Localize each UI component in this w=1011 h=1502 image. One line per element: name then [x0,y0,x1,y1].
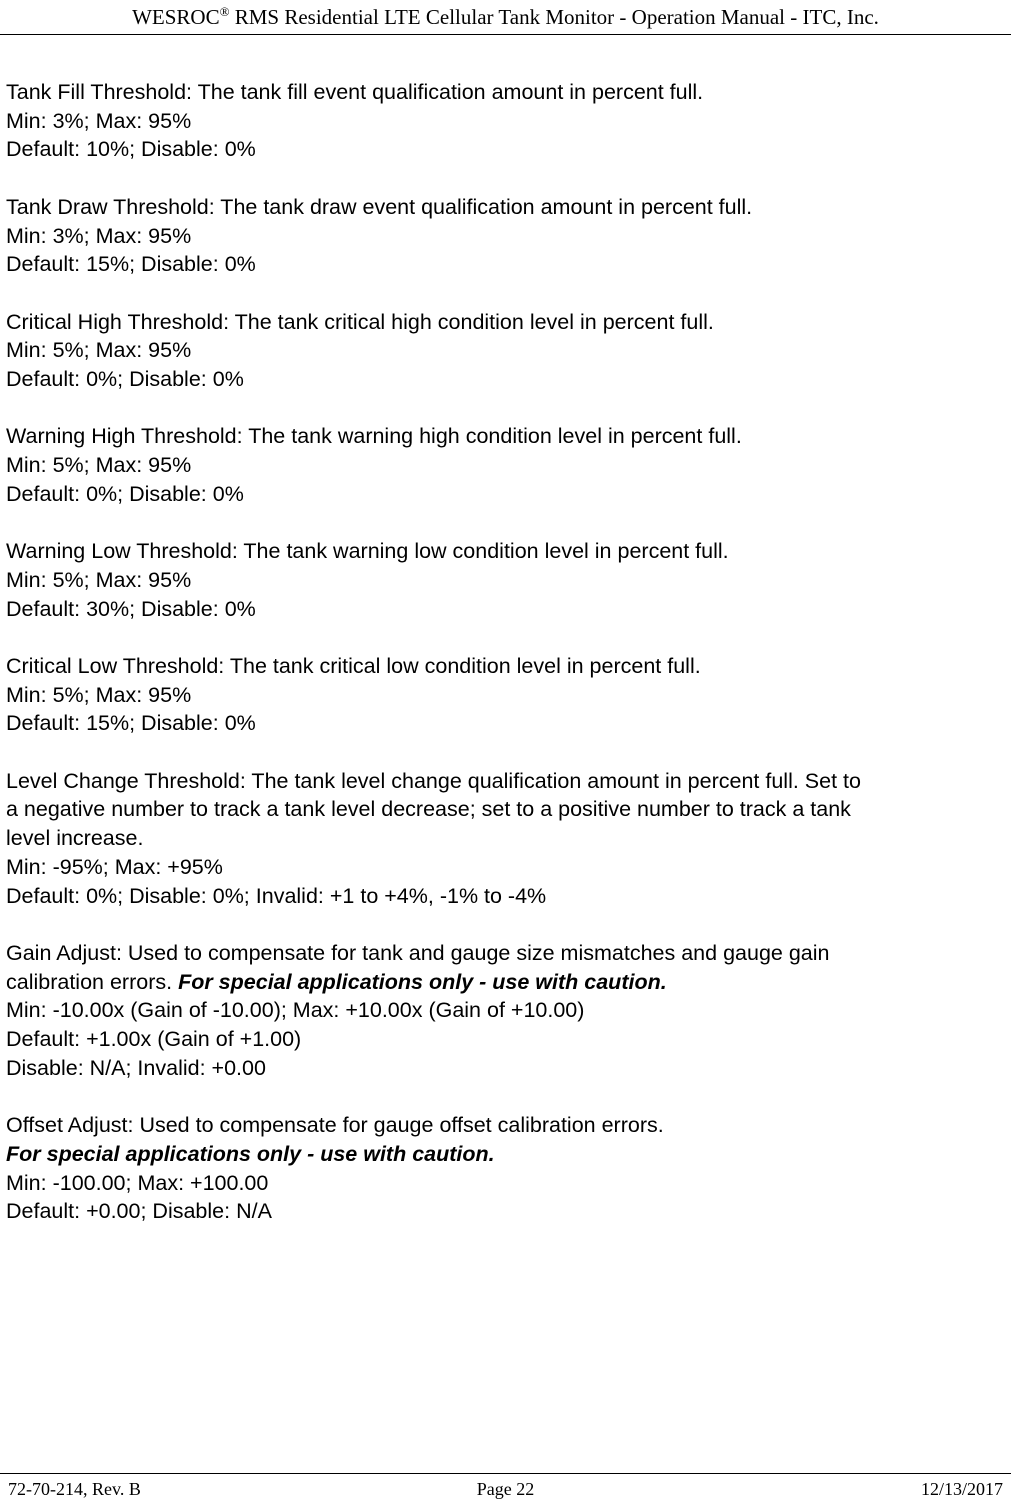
level-change-description-line-2: a negative number to track a tank level decrease; set to a positive number to track a tank [6,797,851,822]
tank-fill-description: Tank Fill Threshold: The tank fill event qualification amount in percent full. [6,80,704,104]
critical-high-description: Critical High Threshold: The tank critical high condition level in percent full. [6,309,714,334]
gain-adjust-description-line-1: Gain Adjust: Used to compensate for tank and gauge size mismatches and gauge gain [6,940,830,965]
level-change-description-line-1: Level Change Threshold: The tank level change qualification amount in percent full. Set to [6,768,861,793]
level-change-range: Min: -95%; Max: +95% [6,854,223,879]
warning-high-description: Warning High Threshold: The tank warning high condition level in percent full. [6,424,742,449]
section-critical-low-threshold [6,652,1000,738]
gain-adjust-range: Min: -10.00x (Gain of -10.00); Max: +10.00x (Gain of +10.00) [6,998,585,1023]
section-tank-draw-threshold [6,193,1000,279]
section-warning-high-threshold [6,422,1000,508]
gain-adjust-description-line-2 [6,968,1000,997]
warning-high-range: Min: 5%; Max: 95% [6,453,192,478]
tank-draw-defaults: Default: 15%; Disable: 0% [6,252,256,277]
footer-date: 12/13/2017 [920,1479,1003,1499]
footer-page-number: Page 22 [476,1479,535,1499]
critical-high-range: Min: 5%; Max: 95% [6,338,192,363]
critical-low-defaults: Default: 15%; Disable: 0% [6,711,256,736]
offset-adjust-range: Min: -100.00; Max: +100.00 [6,1170,269,1195]
warning-low-range: Min: 5%; Max: 95% [6,567,192,592]
gain-adjust-description-text: calibration errors. [6,969,179,994]
tank-draw-description: Tank Draw Threshold: The tank draw event qualification amount in percent full. [6,194,753,219]
registered-mark: ® [219,4,230,19]
page-header [0,0,1011,35]
warning-low-description: Warning Low Threshold: The tank warning low condition level in percent full. [6,539,729,564]
gain-adjust-defaults: Default: +1.00x (Gain of +1.00) [6,1027,302,1052]
footer-doc-number: 72-70-214, Rev. B [8,1479,141,1499]
offset-adjust-defaults: Default: +0.00; Disable: N/A [6,1199,272,1224]
level-change-defaults: Default: 0%; Disable: 0%; Invalid: +1 to +4%, -1% to -4% [6,883,547,908]
section-gain-adjust [6,939,1000,1083]
section-critical-high-threshold [6,308,1000,394]
section-warning-low-threshold [6,537,1000,623]
gain-adjust-disable: Disable: N/A; Invalid: +0.00 [6,1055,266,1080]
warning-low-defaults: Default: 30%; Disable: 0% [6,596,256,621]
header-brand: WESROC [132,5,220,29]
tank-draw-range: Min: 3%; Max: 95% [6,223,192,248]
offset-adjust-description: Offset Adjust: Used to compensate for gauge offset calibration errors. [6,1113,664,1138]
tank-fill-range: Min: 3%; Max: 95% [6,108,192,133]
gain-adjust-caution: For special applications only - use with caution. [178,969,667,994]
section-tank-fill-threshold [6,78,1000,164]
level-change-description-line-3: level increase. [6,826,144,851]
header-title [0,4,1011,30]
warning-high-defaults: Default: 0%; Disable: 0% [6,481,244,506]
section-offset-adjust [6,1111,1000,1226]
offset-adjust-caution: For special applications only - use with caution. [6,1141,495,1166]
page-footer [0,1473,1011,1502]
critical-low-description: Critical Low Threshold: The tank critical low condition level in percent full. [6,653,701,678]
header-title-text: RMS Residential LTE Cellular Tank Monitor - Operation Manual - ITC, Inc. [229,5,879,29]
tank-fill-defaults: Default: 10%; Disable: 0% [6,137,256,162]
critical-low-range: Min: 5%; Max: 95% [6,682,192,707]
section-level-change-threshold [6,767,1000,911]
document-body [6,78,1000,1255]
critical-high-defaults: Default: 0%; Disable: 0% [6,367,244,391]
